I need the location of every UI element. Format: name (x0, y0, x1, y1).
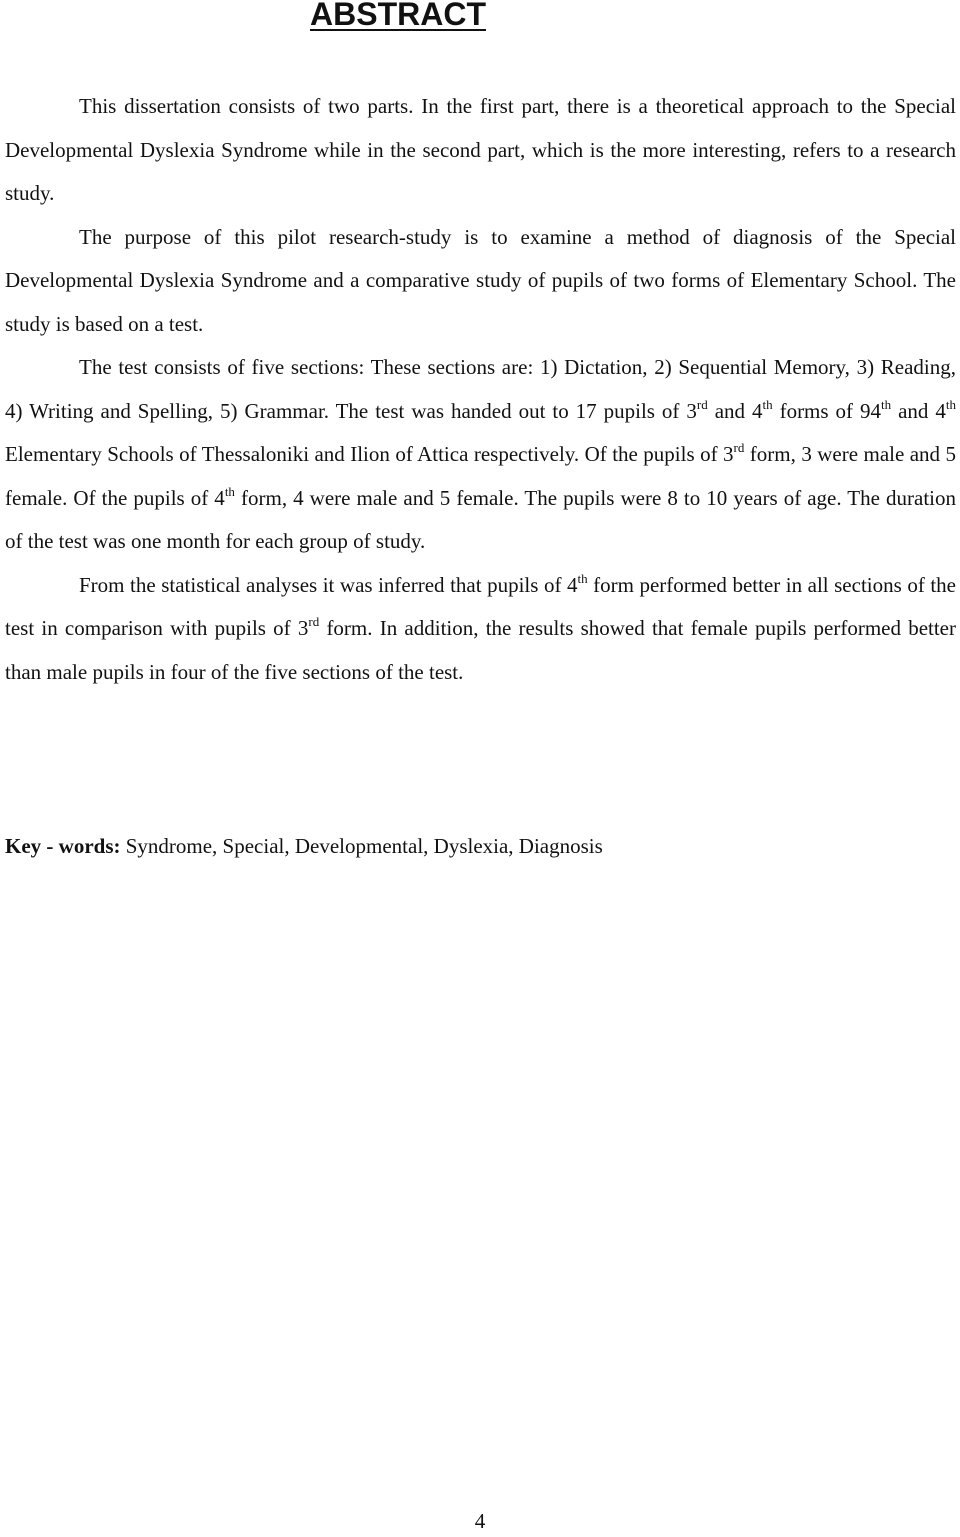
ordinal-suffix: rd (696, 396, 708, 412)
ordinal-suffix: rd (308, 614, 320, 629)
ordinal-suffix: rd (733, 440, 745, 455)
abstract-body (5, 85, 956, 694)
paragraph-4 (5, 564, 956, 695)
page-title (0, 0, 796, 34)
ordinal-suffix: th (577, 570, 588, 586)
paragraph-3-text: The test consists of five sections: These sections are: 1) Dictation, 2) Sequential Memory, 3) Reading, 4) Writing and Spelling, 5) Grammar. The test was handed out to 17 pupils of 3 (5, 355, 956, 423)
paragraph-3-text: forms of 94 (772, 398, 881, 423)
page-number: 4 (474, 1509, 486, 1533)
ordinal-suffix: th (224, 483, 235, 499)
paragraph-4-text: form. In addition, the results showed that female pupils performed better than male pupils in four of the five sections of the test. (5, 616, 956, 684)
paragraph-4-text: form performed better in all sections of the test in comparison with pupils of 3 (5, 572, 956, 640)
paragraph-4-text: From the statistical analyses it was inferred that pupils of 4 (79, 572, 578, 597)
paragraph-3-text: and 4 (891, 398, 946, 423)
paragraph-3-text: and 4 (707, 398, 763, 423)
ordinal-suffix: th (945, 396, 956, 412)
paragraph-3-text: Elementary Schools of Thessaloniki and Ilion of Attica respectively. Of the pupils of 3 (5, 442, 734, 466)
keywords-value: Syndrome, Special, Developmental, Dyslexia, Diagnosis (120, 834, 603, 858)
keywords-line (5, 826, 956, 866)
paragraph-1: This dissertation consists of two parts. In the first part, there is a theoretical approach to the Special Developmental Dyslexia Syndrome while in the second part, which is the more interesting, refers to a research study. (5, 94, 956, 205)
paragraph-2: The purpose of this pilot research-study is to examine a method of diagnosis of the Special Developmental Dyslexia Syndrome and a comparative study of pupils of two forms of Elementary School. The study is based on a test. (5, 224, 956, 336)
ordinal-suffix: th (880, 396, 892, 412)
title-text: ABSTRACT (310, 0, 486, 32)
paragraph-3-text: form, 4 were male and 5 female. The pupils were 8 to 10 years of age. The duration of the test was one month for each group of study. (5, 485, 956, 553)
paragraph-3 (5, 346, 956, 564)
paragraph-3-text: form, 3 were male and 5 female. Of the pupils of 4 (5, 442, 956, 510)
keywords-label: Key - words: (5, 834, 121, 858)
ordinal-suffix: th (762, 396, 773, 412)
